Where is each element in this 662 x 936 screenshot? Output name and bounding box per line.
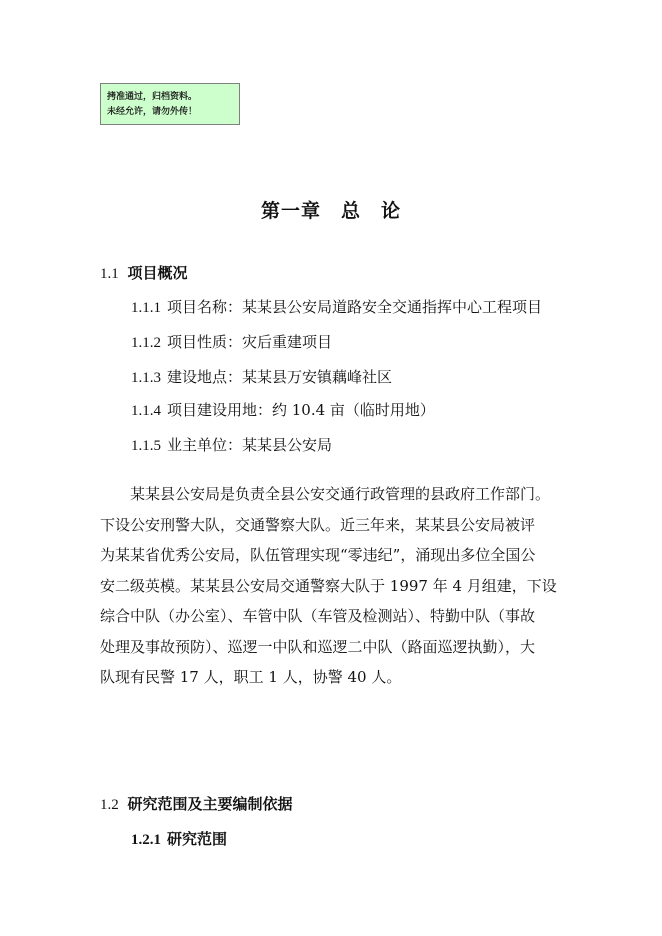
item-number: 1.1.5	[131, 438, 161, 454]
item-text: 建设地点：某某县万安镇藕峰社区	[167, 368, 393, 386]
subsection-number: 1.2.1	[131, 832, 161, 848]
section-title: 研究范围及主要编制依据	[127, 795, 293, 813]
paragraph-line: 处理及事故预防）、巡逻一中队和巡逻二中队（路面巡逻执勤），大	[100, 637, 536, 656]
paragraph-line: 综合中队（办公室）、车管中队（车管及检测站）、特勤中队（事故	[100, 607, 536, 625]
item-number: 1.1.2	[131, 335, 161, 351]
paragraph-line: 为某某省优秀公安局，队伍管理实现“零违纪”，涌现出多位全国公	[100, 546, 536, 564]
notice-line-1: 拷准通过，归档资料。	[107, 92, 198, 102]
item-text: 项目建设用地：约 10.4 亩（临时用地）	[167, 401, 435, 419]
list-item	[131, 331, 332, 352]
item-number: 1.1.4	[131, 403, 161, 419]
paragraph-line: 安二级英模。某某县公安局交通警察大队于 1997 年 4 月组建，下设	[100, 576, 557, 595]
item-number: 1.1.3	[131, 370, 161, 386]
paragraph-line: 下设公安刑警大队，交通警察大队。近三年来，某某县公安局被评	[100, 515, 536, 534]
body-paragraph	[100, 479, 565, 693]
section-number: 1.1	[100, 266, 119, 282]
item-number: 1.1.1	[131, 300, 161, 316]
section-title: 项目概况	[127, 264, 188, 282]
list-item	[131, 366, 392, 387]
chapter-title: 第一章 总 论	[260, 200, 401, 222]
list-item	[131, 434, 332, 455]
paragraph-line: 某某县公安局是负责全县公安交通行政管理的县政府工作部门。	[100, 485, 551, 503]
subsection-heading-1-2-1	[131, 828, 227, 849]
paragraph-line: 队现有民警 17 人，职工 1 人，协警 40 人。	[100, 668, 402, 686]
item-text: 项目名称：某某县公安局道路安全交通指挥中心工程项目	[167, 298, 543, 316]
item-text: 项目性质：灾后重建项目	[167, 333, 333, 351]
section-number: 1.2	[100, 797, 119, 813]
section-heading-1-2	[100, 793, 293, 814]
notice-line-2: 未经允许，请勿外传！	[107, 107, 198, 117]
section-heading-1-1	[100, 262, 188, 283]
list-item	[131, 296, 542, 317]
item-text: 业主单位：某某县公安局	[167, 436, 333, 454]
subsection-title: 研究范围	[167, 830, 228, 848]
approval-notice-box	[100, 83, 240, 125]
list-item	[131, 399, 435, 420]
